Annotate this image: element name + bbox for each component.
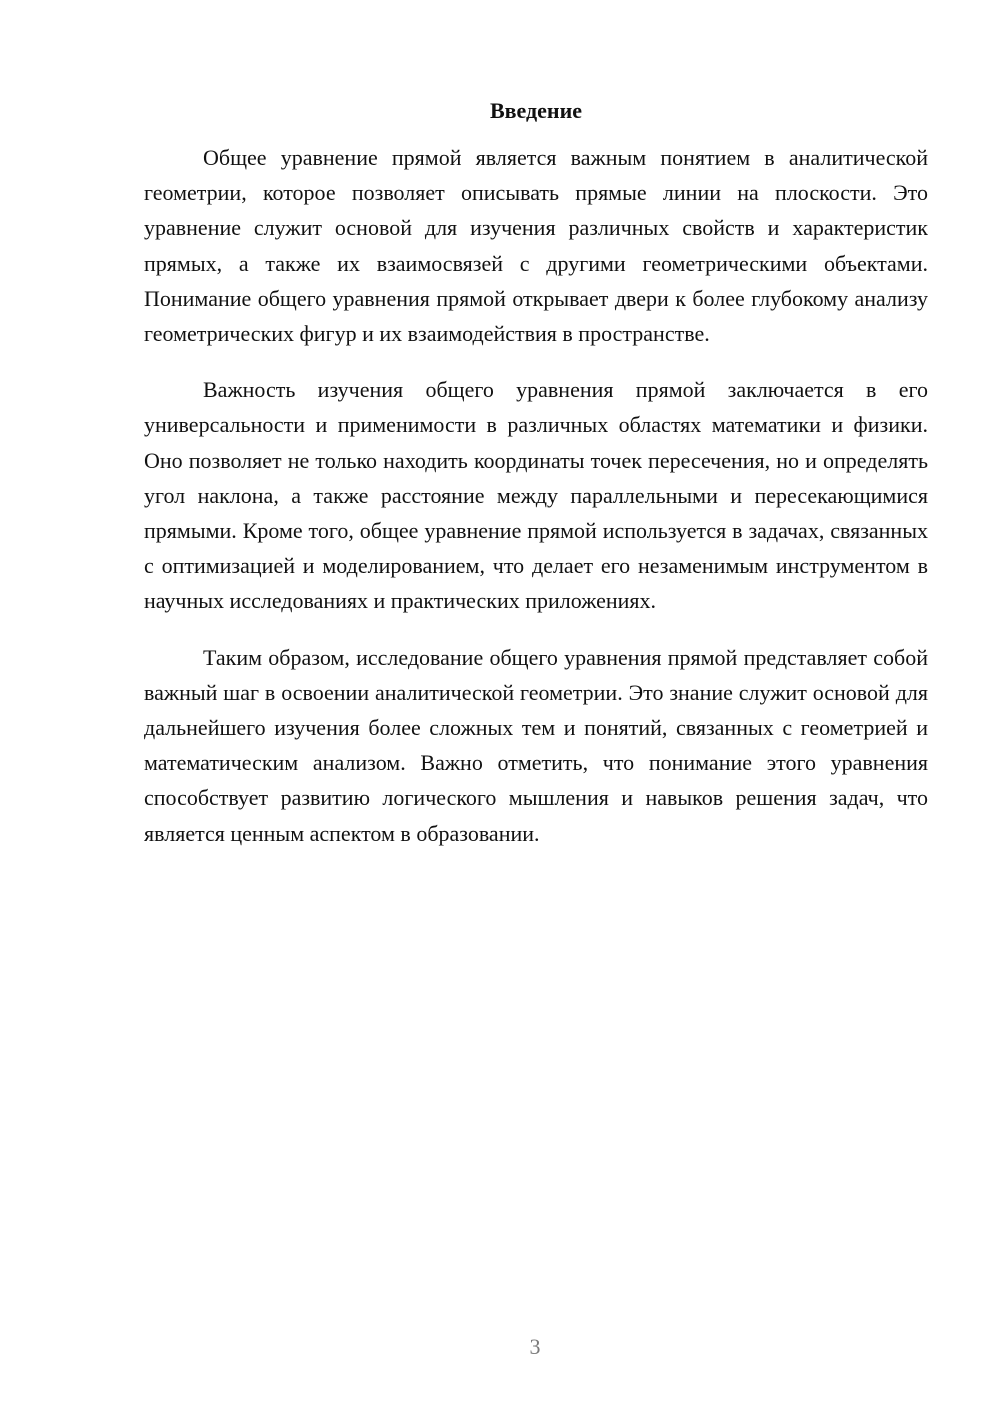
- section-title: Введение: [489, 98, 583, 123]
- page-content: [144, 95, 928, 872]
- paragraph-3: Таким образом, исследование общего уравнения прямой представляет собой важный шаг в освоении аналитической геометрии. Это знание служит основой для дальнейшего изучения более сложных тем и понятий, связанных с геометрией и математическим анализом. Важно отметить, что понимание этого уравнения способствует развитию логического мышления и навыков решения задач, что является ценным аспектом в образовании.: [144, 644, 928, 846]
- paragraph-1: Общее уравнение прямой является важным понятием в аналитической геометрии, которое позволяет описывать прямые линии на плоскости. Это уравнение служит основой для изучения различных свойств и характеристик прямых, а также их взаимосвязей с другими геометрическими объектами. Понимание общего уравнения прямой открывает двери к более глубокому анализу геометрических фигур и их взаимодействия в пространстве.: [144, 145, 928, 347]
- page-number: 3: [529, 1334, 541, 1359]
- paragraph-2: Важность изучения общего уравнения прямой заключается в его универсальности и применимости в различных областях математики и физики. Оно позволяет не только находить координаты точек пересечения, но и определять угол наклона, а также расстояние между параллельными и пересекающимися прямыми. Кроме того, общее уравнение прямой используется в задачах, связанных с оптимизацией и моделированием, что делает его незаменимым инструментом в научных исследованиях и практических приложениях.: [144, 377, 928, 614]
